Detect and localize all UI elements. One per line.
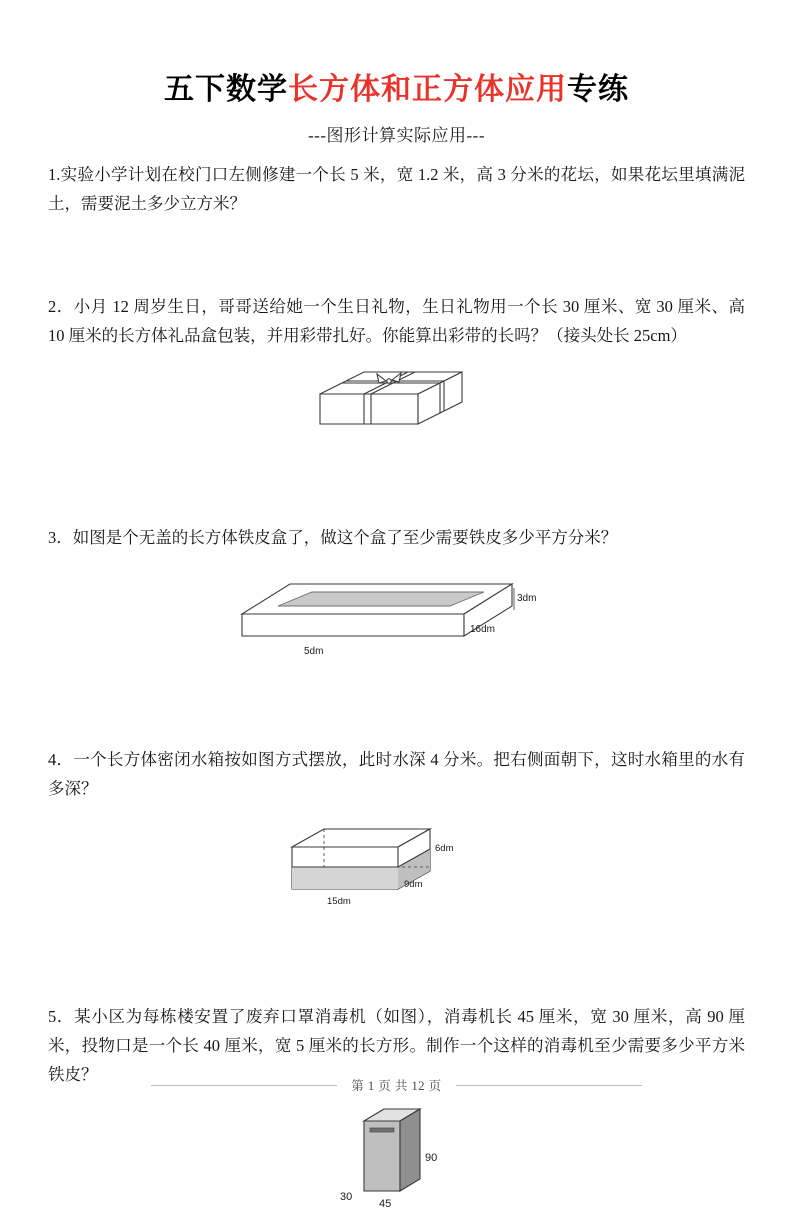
title-part-2: 专练 [567, 73, 629, 106]
footer-rule-left [151, 1085, 337, 1086]
title-highlight: 长方体和正方体应用 [288, 73, 567, 106]
problem-5-text: 5．某小区为每栋楼安置了废弃口罩消毒机（如图），消毒机长 45 厘米，宽 30 厘米，高 90 厘米，投物口是一个长 40 厘米，宽 5 厘米的长方形。制作一个这样的消毒机至少需要多少平方米铁皮？ [48, 1007, 745, 1084]
problem-4-text: 4．一个长方体密闭水箱按如图方式摆放，此时水深 4 分米。把右侧面朝下，这时水箱里的水有多深？ [48, 750, 745, 798]
page-footer [0, 1076, 793, 1094]
sterilizer-diagram [48, 1101, 745, 1211]
problem-1-text: 1.实验小学计划在校门口左侧修建一个长 5 米，宽 1.2 米，高 3 分米的花坛，如果花坛里填满泥土，需要泥土多少立方米？ [48, 165, 745, 213]
label-3dm: 3dm [516, 593, 536, 604]
label-90: 90 [424, 1152, 437, 1164]
water-tank-diagram [48, 817, 745, 922]
gift-box-diagram [48, 362, 745, 447]
footer-rule-right [456, 1085, 642, 1086]
label-15dm: 15dm [326, 896, 351, 907]
label-45: 45 [378, 1198, 391, 1210]
problem-2-text: 2．小月 12 周岁生日，哥哥送给她一个生日礼物，生日礼物用一个长 30 厘米、宽 30 厘米、高 10 厘米的长方体礼品盒包装，并用彩带扎好。你能算出彩带的长吗？（接头处长 25cm） [48, 297, 746, 345]
label-6dm: 6dm [434, 843, 453, 854]
open-box-diagram [48, 566, 745, 671]
label-9dm: 9dm [403, 879, 422, 890]
page-subtitle: ---图形计算实际应用--- [308, 126, 485, 145]
footer-text: 第 1 页 共 12 页 [351, 1079, 442, 1093]
label-5dm: 5dm [303, 646, 323, 657]
title-part-1: 五下数学 [164, 73, 288, 106]
label-30: 30 [339, 1191, 352, 1203]
problem-3-text: 3．如图是个无盖的长方体铁皮盒了，做这个盒了至少需要铁皮多少平方分米？ [48, 528, 618, 547]
label-16dm: 16dm [469, 624, 495, 635]
page-title [48, 64, 745, 108]
